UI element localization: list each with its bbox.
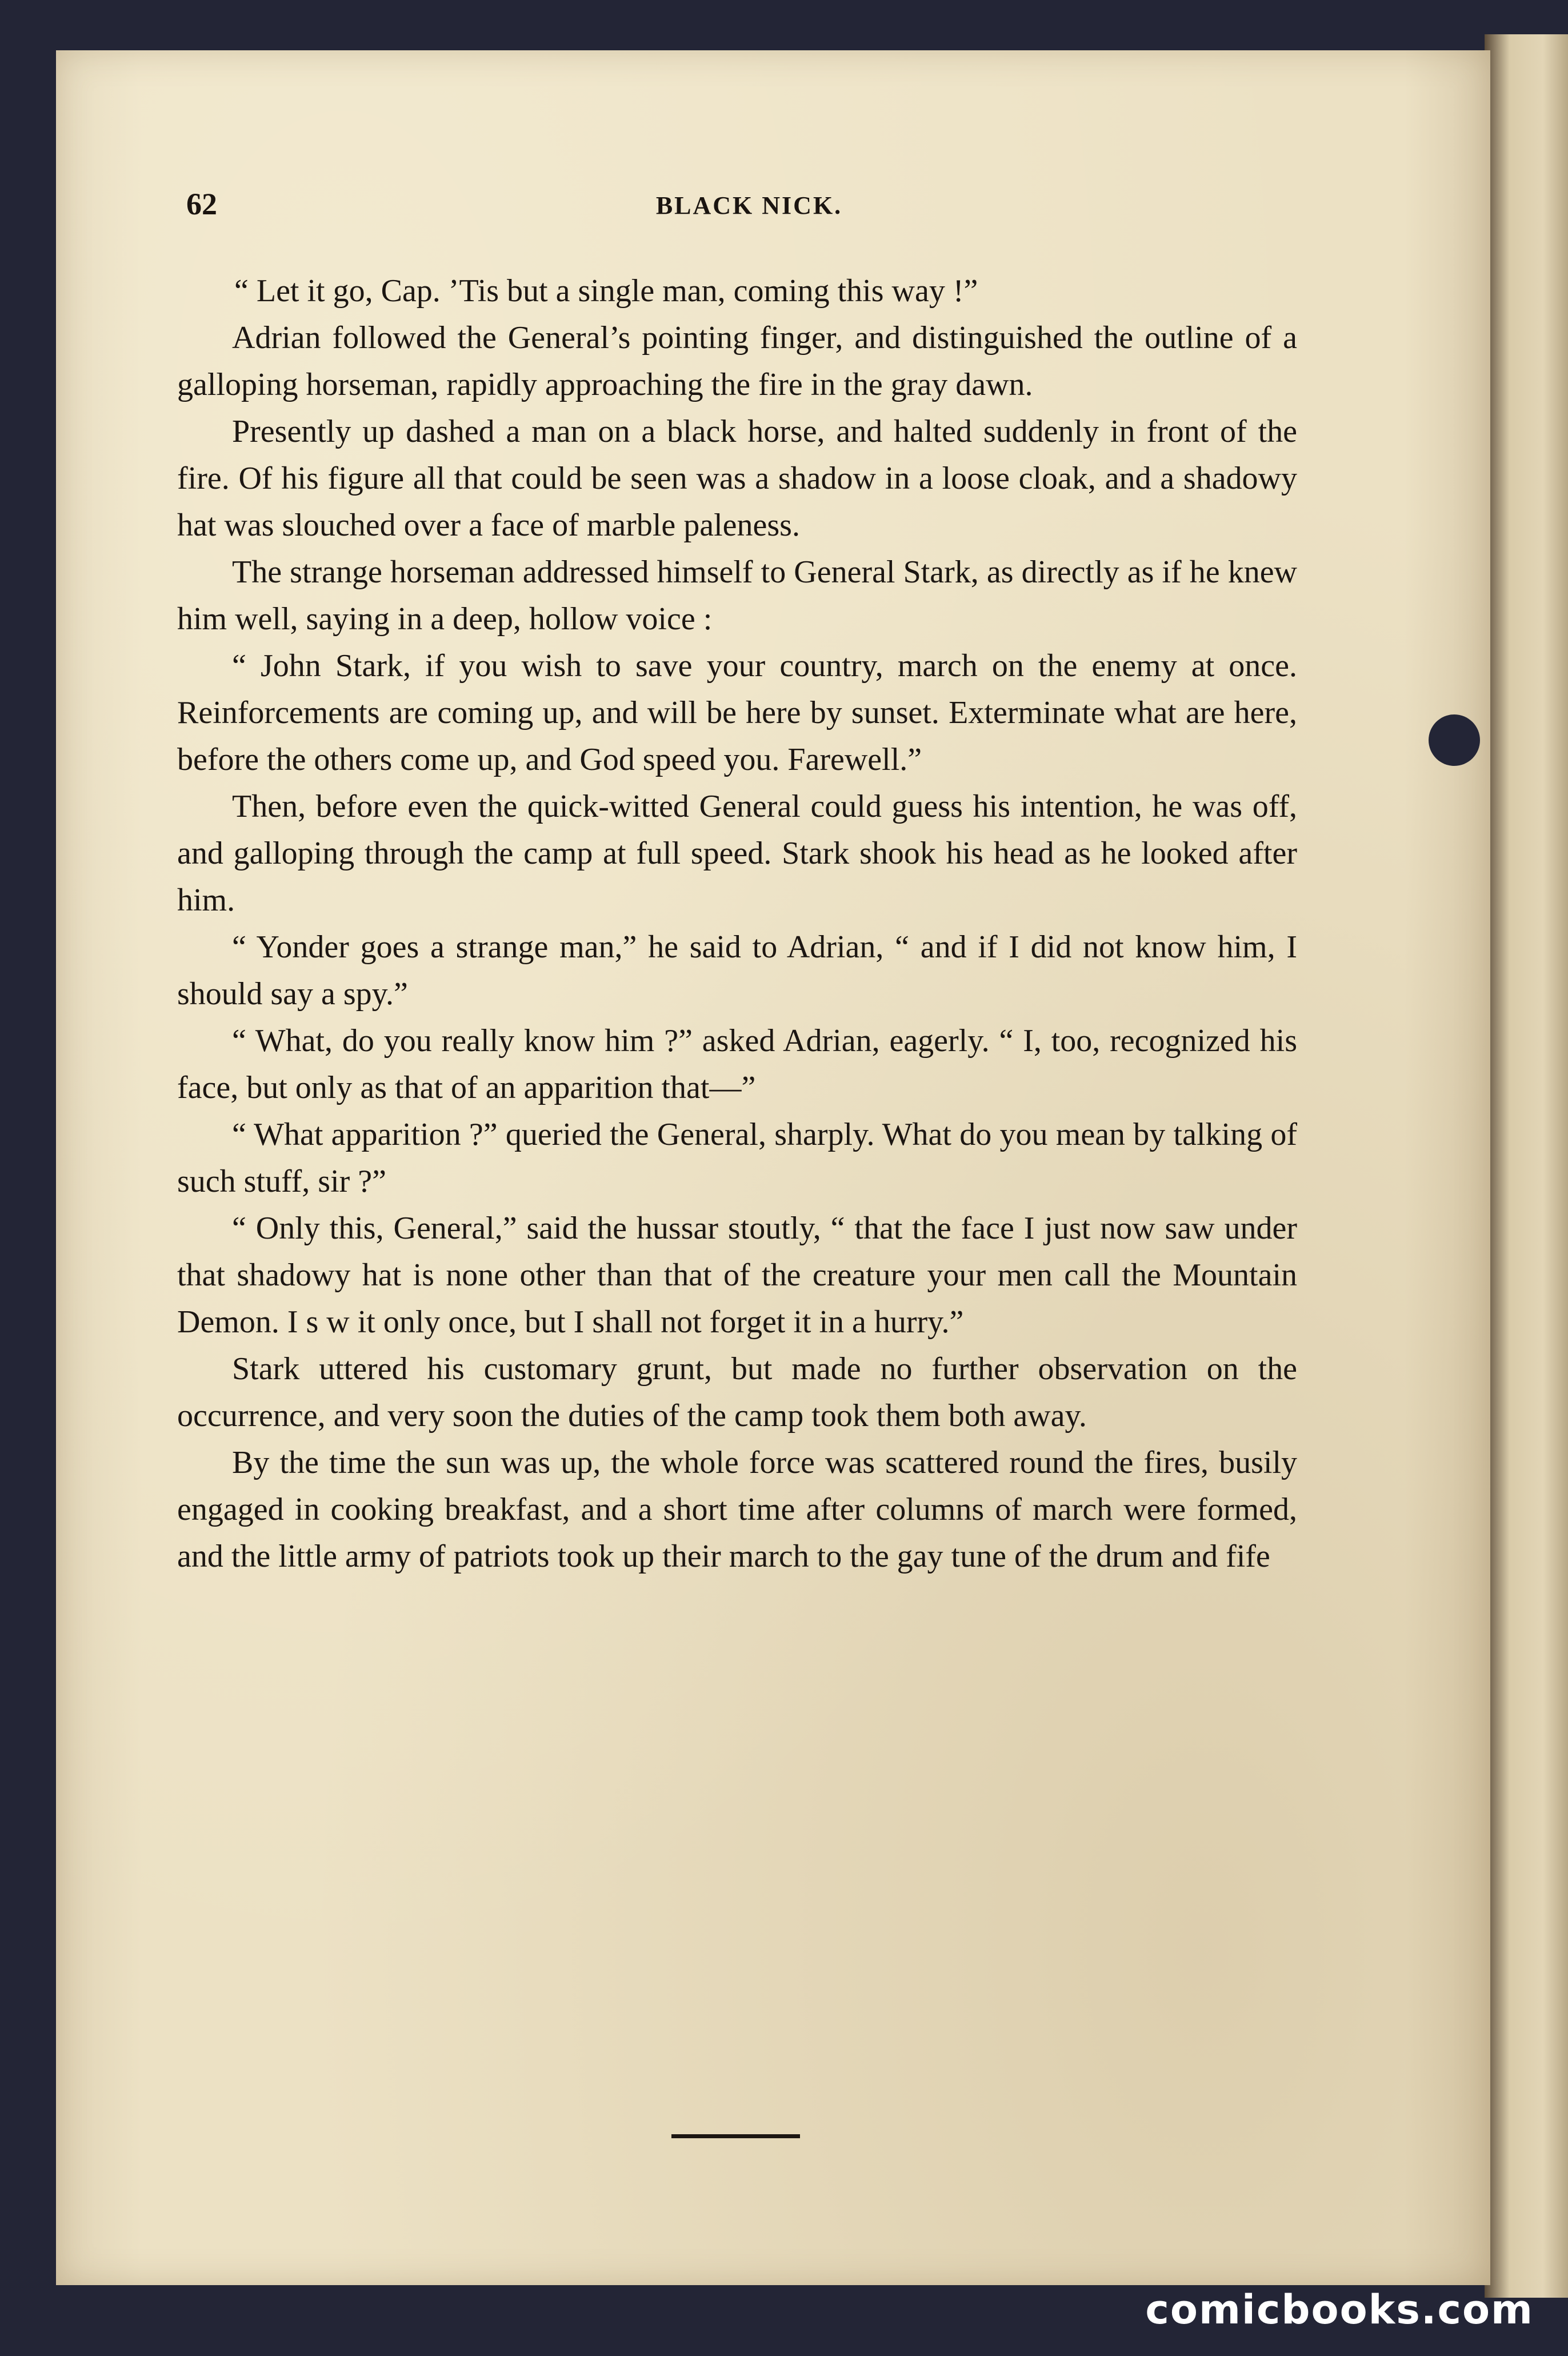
paragraph: “ John Stark, if you wish to save your country, march on the enemy at once. Reinforcements are coming up, and will be here by sunset. Exterminate what are here, before the others come up, and God speed you. Farewell.”: [177, 648, 1297, 777]
page-body: [177, 267, 1297, 1580]
adjacent-page-edge: [1485, 34, 1568, 2298]
paragraph: “ Let it go, Cap. ’Tis but a single man, coming this way !”: [234, 273, 978, 309]
paragraph: “ What, do you really know him ?” asked Adrian, eagerly. “ I, too, recognized his face, but only as that of an apparition that—”: [177, 1023, 1297, 1105]
page-number: 62: [186, 187, 217, 221]
chapter-end-rule: [671, 2134, 800, 2138]
page-header: [186, 186, 1312, 232]
paragraph: By the time the sun was up, the whole force was scattered round the fires, busily engaged in cooking breakfast, and a short time after columns of march were formed, and the little army of patriots took up their march to the gay tune of the drum and fife: [177, 1445, 1297, 1574]
paragraph: Stark uttered his customary grunt, but made no further observation on the occurrence, and very soon the duties of the camp took them both away.: [177, 1351, 1297, 1433]
paragraph: “ Only this, General,” said the hussar stoutly, “ that the face I just now saw under that shadowy hat is none other than that of the creature your men call the Mountain Demon. I s w it only once, but I shall not forget it in a hurry.”: [177, 1211, 1297, 1340]
running-title: BLACK NICK.: [655, 191, 843, 219]
paragraph: “ What apparition ?” queried the General, sharply. What do you mean by talking of such stuff, sir ?”: [177, 1117, 1297, 1199]
paragraph: Presently up dashed a man on a black horse, and halted suddenly in front of the fire. Of his figure all that could be seen was a shadow in a loose cloak, and a shadowy hat was slouched over a face of marble paleness.: [177, 414, 1297, 543]
paragraph: The strange horseman addressed himself to General Stark, as directly as if he knew him well, saying in a deep, hollow voice :: [177, 554, 1297, 637]
paragraph: Then, before even the quick-witted General could guess his intention, he was off, and galloping through the camp at full speed. Stark shook his head as he looked after him.: [177, 789, 1297, 918]
paragraph: “ Yonder goes a strange man,” he said to Adrian, “ and if I did not know him, I should say a spy.”: [177, 929, 1297, 1012]
page-tear: [1429, 714, 1480, 766]
paragraph: Adrian followed the General’s pointing finger, and distinguished the outline of a galloping horseman, rapidly approaching the fire in the gray dawn.: [177, 320, 1297, 402]
watermark-text: comicbooks.com: [1145, 2286, 1534, 2333]
